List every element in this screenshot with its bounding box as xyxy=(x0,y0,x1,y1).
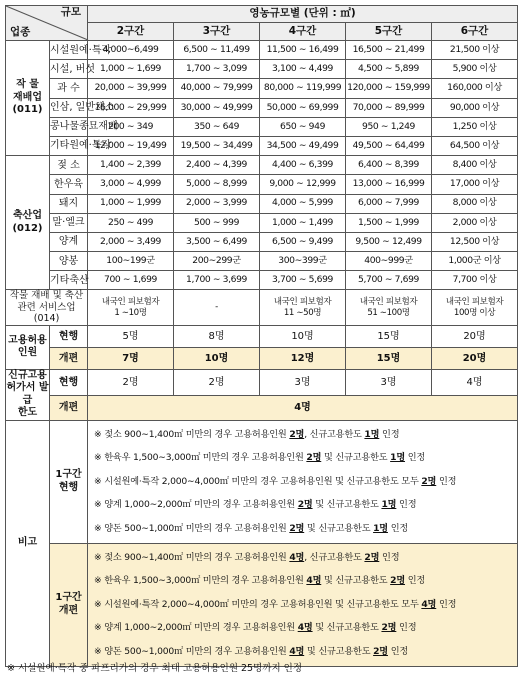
corner-header xyxy=(6,6,88,41)
scale-title: 영농규모별 (단위 : ㎡) xyxy=(88,6,518,23)
remark-value: 2명 xyxy=(306,452,322,464)
remark-text: 인정 xyxy=(436,475,457,487)
remark-line xyxy=(94,517,517,541)
quota-current-value: 10명 xyxy=(260,325,346,347)
remark-text: , 신규고용한도 xyxy=(304,428,365,440)
remarks-revised-label xyxy=(50,543,88,666)
quota-current-value: 15명 xyxy=(346,325,432,347)
remark-text: 및 신규고용한도 xyxy=(312,499,382,511)
crop-range-value: 950 ∼ 1,249 xyxy=(346,117,432,136)
remark-value: 2명 xyxy=(390,575,406,587)
remarks-revised xyxy=(88,543,518,666)
crop-subtype: 시설원예·특작 xyxy=(50,41,88,60)
livestock-range-value: 4,000 ∼ 5,999 xyxy=(260,194,346,213)
quota-label-line: 고용허용 xyxy=(8,334,47,346)
new-limit-label-line: 한도 xyxy=(17,407,38,419)
remark-value: 4명 xyxy=(297,622,313,634)
new-limit-label xyxy=(6,369,50,420)
crop-range-value: 90,000 이상 xyxy=(432,98,518,117)
new-limit-current-label: 현행 xyxy=(50,369,88,396)
livestock-range-value: 3,500 ∼ 6,499 xyxy=(174,232,260,251)
tier-header: 3구간 xyxy=(174,22,260,40)
livestock-range-value: 1,000 ∼ 1,499 xyxy=(260,213,346,232)
livestock-range-value: 8,400 이상 xyxy=(432,156,518,175)
livestock-range-value: 2,000 ∼ 3,499 xyxy=(88,232,174,251)
remark-text: 인정 xyxy=(379,428,400,440)
crop-range-value: 4,500 ∼ 5,899 xyxy=(346,60,432,79)
livestock-industry-label xyxy=(6,156,50,290)
service-range-value-line: 내국인 피보험자 xyxy=(273,297,332,308)
new-limit-revised-label: 개편 xyxy=(50,396,88,420)
crop-range-value: 650 ∼ 949 xyxy=(260,117,346,136)
crop-range-value: 6,500 ∼ 11,499 xyxy=(174,41,260,60)
livestock-range-value: 3,700 ∼ 5,699 xyxy=(260,271,346,290)
crop-range-value: 1,250 이상 xyxy=(432,117,518,136)
crop-subtype: 인삼, 일반채소 xyxy=(50,98,88,117)
livestock-subtype: 양봉 xyxy=(50,252,88,271)
remark-text: 인정 xyxy=(396,622,417,634)
livestock-range-value: 17,000 이상 xyxy=(432,175,518,194)
crop-range-value: 21,500 이상 xyxy=(432,41,518,60)
remark-text: ※ 양돈 500∼1,000㎡ 미만의 경우 고용허용인원 xyxy=(94,522,290,534)
livestock-range-value: 6,400 ∼ 8,399 xyxy=(346,156,432,175)
crop-range-value: 3,100 ∼ 4,499 xyxy=(260,60,346,79)
crop-range-value: 70,000 ∼ 89,999 xyxy=(346,98,432,117)
quota-label xyxy=(6,325,50,369)
service-range-value xyxy=(432,290,518,325)
livestock-range-value: 1,400 ∼ 2,399 xyxy=(88,156,174,175)
crop-range-value: 34,500 ∼ 49,499 xyxy=(260,136,346,155)
remark-line xyxy=(94,593,517,617)
livestock-range-value: 250 ∼ 499 xyxy=(88,213,174,232)
livestock-range-value: 9,500 ∼ 12,499 xyxy=(346,232,432,251)
remark-text: 인정 xyxy=(405,452,426,464)
quota-revised-value: 10명 xyxy=(174,347,260,369)
employment-scale-table xyxy=(5,5,518,667)
remarks-revised-label-line: 1구간 xyxy=(55,592,82,604)
remark-line xyxy=(94,546,517,570)
remark-text: 인정 xyxy=(436,598,457,610)
new-limit-label-line: 허가서 발급 xyxy=(6,382,49,406)
quota-revised-value: 12명 xyxy=(260,347,346,369)
livestock-range-value: 2,400 ∼ 4,399 xyxy=(174,156,260,175)
service-range-value-line: 내국인 피보험자 xyxy=(359,297,418,308)
remark-value: 4명 xyxy=(289,551,305,563)
crop-range-value: 200 ∼ 349 xyxy=(88,117,174,136)
quota-revised-value: 15명 xyxy=(346,347,432,369)
new-limit-label-line: 신규고용 xyxy=(8,369,47,381)
scale-table-container xyxy=(5,5,517,674)
tier-header: 5구간 xyxy=(346,22,432,40)
remark-value: 4명 xyxy=(289,645,305,657)
livestock-range-value: 1,000군 이상 xyxy=(432,252,518,271)
remark-value: 2명 xyxy=(297,499,313,511)
remark-text: ※ 양돈 500∼1,000㎡ 미만의 경우 고용허용인원 xyxy=(94,645,290,657)
crop-industry-label-line: 재배업 xyxy=(13,91,42,103)
crop-range-value: 120,000 ∼ 159,999 xyxy=(346,79,432,98)
remark-line xyxy=(94,493,517,517)
remark-line xyxy=(94,423,517,447)
crop-range-value: 16,500 ∼ 21,499 xyxy=(346,41,432,60)
remark-text: ※ 시설원예·특작 2,000∼4,000㎡ 미만의 경우 고용허용인원 및 신규고용한도 모두 xyxy=(94,598,422,610)
livestock-range-value: 2,000 ∼ 3,999 xyxy=(174,194,260,213)
remark-line xyxy=(94,470,517,494)
service-range-value-line: 내국인 피보험자 xyxy=(101,297,160,308)
remark-line xyxy=(94,446,517,470)
crop-range-value: 64,500 이상 xyxy=(432,136,518,155)
remark-value: 1명 xyxy=(364,428,380,440)
crop-subtype: 시설, 버섯 xyxy=(50,60,88,79)
remark-text: ※ 한육우 1,500∼3,000㎡ 미만의 경우 고용허용인원 xyxy=(94,575,307,587)
tier-header: 6구간 xyxy=(432,22,518,40)
crop-range-value: 80,000 ∼ 119,999 xyxy=(260,79,346,98)
crop-industry-label-line: (011) xyxy=(12,104,43,116)
remarks-label: 비고 xyxy=(6,420,50,666)
service-range-value-line: - xyxy=(215,302,218,313)
service-range-value xyxy=(174,290,260,325)
crop-range-value: 20,000 ∼ 39,999 xyxy=(88,79,174,98)
quota-current-value: 8명 xyxy=(174,325,260,347)
livestock-range-value: 4,400 ∼ 6,399 xyxy=(260,156,346,175)
crop-range-value: 11,500 ∼ 16,499 xyxy=(260,41,346,60)
remarks-current-label-line: 현행 xyxy=(58,481,79,493)
remark-text: 및 신규고용한도 xyxy=(321,575,391,587)
remark-value: 2명 xyxy=(289,428,305,440)
livestock-range-value: 7,700 이상 xyxy=(432,271,518,290)
livestock-range-value: 700 ∼ 1,699 xyxy=(88,271,174,290)
livestock-range-value: 8,000 이상 xyxy=(432,194,518,213)
industry-label: 업종 xyxy=(10,26,31,39)
service-range-value xyxy=(346,290,432,325)
remark-value: 4명 xyxy=(306,575,322,587)
remark-text: 인정 xyxy=(396,499,417,511)
remark-value: 2명 xyxy=(421,475,437,487)
service-industry-label-line: 작물 재배 및 축산 xyxy=(9,290,84,302)
livestock-range-value: 500 ∼ 999 xyxy=(174,213,260,232)
new-limit-current-value: 3명 xyxy=(346,369,432,396)
new-limit-current-value: 3명 xyxy=(260,369,346,396)
remark-value: 4명 xyxy=(421,598,437,610)
livestock-range-value: 6,000 ∼ 7,999 xyxy=(346,194,432,213)
remark-line xyxy=(94,569,517,593)
remark-text: ※ 젖소 900∼1,400㎡ 미만의 경우 고용허용인원 xyxy=(94,428,290,440)
remark-value: 2명 xyxy=(373,645,388,657)
service-range-value xyxy=(88,290,174,325)
remark-text: 인정 xyxy=(379,551,400,563)
livestock-range-value: 9,000 ∼ 12,999 xyxy=(260,175,346,194)
remark-text: ※ 양계 1,000∼2,000㎡ 미만의 경우 고용허용인원 xyxy=(94,622,298,634)
new-limit-current-value: 2명 xyxy=(88,369,174,396)
quota-current-value: 20명 xyxy=(432,325,518,347)
livestock-industry-label-line: (012) xyxy=(12,222,43,234)
livestock-subtype: 젖 소 xyxy=(50,156,88,175)
crop-range-value: 1,000 ∼ 1,699 xyxy=(88,60,174,79)
remarks-revised-label-line: 개편 xyxy=(58,604,79,616)
quota-revised-label: 개편 xyxy=(50,347,88,369)
tier-header: 4구간 xyxy=(260,22,346,40)
livestock-range-value: 5,700 ∼ 7,699 xyxy=(346,271,432,290)
livestock-range-value: 400∼999군 xyxy=(346,252,432,271)
crop-range-value: 4,000∼6,499 xyxy=(88,41,174,60)
quota-revised-value: 20명 xyxy=(432,347,518,369)
new-limit-current-value: 4명 xyxy=(432,369,518,396)
service-range-value-line: 51 ∼100명 xyxy=(367,307,410,318)
remark-text: 및 신규고용한도 xyxy=(304,522,374,534)
remark-value: 1명 xyxy=(381,499,397,511)
livestock-range-value: 6,500 ∼ 9,499 xyxy=(260,232,346,251)
service-industry-label xyxy=(6,290,88,325)
service-industry-label-line: 관련 서비스업 (014) xyxy=(17,301,76,325)
livestock-subtype: 한우육 xyxy=(50,175,88,194)
remark-text: ※ 양계 1,000∼2,000㎡ 미만의 경우 고용허용인원 xyxy=(94,499,298,511)
crop-range-value: 1,700 ∼ 3,099 xyxy=(174,60,260,79)
remark-text: 및 신규고용한도 xyxy=(321,452,391,464)
livestock-range-value: 200∼299군 xyxy=(174,252,260,271)
livestock-subtype: 말·엘크 xyxy=(50,213,88,232)
crop-range-value: 160,000 이상 xyxy=(432,79,518,98)
livestock-range-value: 1,700 ∼ 3,699 xyxy=(174,271,260,290)
livestock-range-value: 1,500 ∼ 1,999 xyxy=(346,213,432,232)
quota-current-value: 5명 xyxy=(88,325,174,347)
livestock-range-value: 1,000 ∼ 1,999 xyxy=(88,194,174,213)
livestock-range-value: 100∼199군 xyxy=(88,252,174,271)
livestock-range-value: 3,000 ∼ 4,999 xyxy=(88,175,174,194)
new-limit-current-value: 2명 xyxy=(174,369,260,396)
crop-range-value: 12,000 ∼ 19,499 xyxy=(88,136,174,155)
remark-value: 2명 xyxy=(289,522,305,534)
footnote: ※ 시설원예·특작 중 파프리카의 경우 최대 고용허용인원 25명까지 인정 xyxy=(7,663,303,674)
new-limit-revised-value: 4명 xyxy=(88,396,518,420)
crop-subtype: 콩나물종묘재배 xyxy=(50,117,88,136)
remarks-current-label xyxy=(50,420,88,543)
remark-text: 및 신규고용한도 xyxy=(304,645,374,657)
livestock-range-value: 300∼399군 xyxy=(260,252,346,271)
livestock-range-value: 5,000 ∼ 8,999 xyxy=(174,175,260,194)
quota-current-label: 현행 xyxy=(50,325,88,347)
livestock-subtype: 돼지 xyxy=(50,194,88,213)
remark-text: 인정 xyxy=(405,575,426,587)
remark-text: 및 신규고용한도 xyxy=(312,622,382,634)
crop-range-value: 350 ∼ 649 xyxy=(174,117,260,136)
service-range-value-line: 100명 이상 xyxy=(453,307,496,318)
crop-range-value: 16,000 ∼ 29,999 xyxy=(88,98,174,117)
remark-text: ※ 한육우 1,500∼3,000㎡ 미만의 경우 고용허용인원 xyxy=(94,452,307,464)
remark-text: 인정 xyxy=(387,522,409,534)
livestock-range-value: 12,500 이상 xyxy=(432,232,518,251)
quota-label-line: 인원 xyxy=(17,347,38,359)
livestock-industry-label-line: 축산업 xyxy=(13,210,42,222)
service-range-value xyxy=(260,290,346,325)
remark-value: 1명 xyxy=(390,452,406,464)
crop-range-value: 49,500 ∼ 64,499 xyxy=(346,136,432,155)
livestock-subtype: 양계 xyxy=(50,232,88,251)
remarks-current xyxy=(88,420,518,543)
service-range-value-line: 11 ∼50명 xyxy=(283,307,322,318)
crop-range-value: 5,900 이상 xyxy=(432,60,518,79)
service-range-value-line: 1 ∼10명 xyxy=(114,307,147,318)
crop-range-value: 19,500 ∼ 34,499 xyxy=(174,136,260,155)
remark-value: 1명 xyxy=(373,522,388,534)
tier-header: 2구간 xyxy=(88,22,174,40)
remark-value: 2명 xyxy=(364,551,380,563)
crop-industry-label-line: 작 물 xyxy=(16,79,39,91)
remark-text: 인정 xyxy=(387,645,409,657)
crop-subtype: 기타원예·특작 xyxy=(50,136,88,155)
crop-range-value: 30,000 ∼ 49,999 xyxy=(174,98,260,117)
livestock-range-value: 2,000 이상 xyxy=(432,213,518,232)
size-label: 규모 xyxy=(60,6,82,18)
crop-industry-label xyxy=(6,41,50,156)
remark-text: , 신규고용한도 xyxy=(304,551,365,563)
livestock-subtype: 기타축산 xyxy=(50,271,88,290)
service-range-value-line: 내국인 피보험자 xyxy=(445,297,504,308)
crop-subtype: 과 수 xyxy=(50,79,88,98)
crop-range-value: 50,000 ∼ 69,999 xyxy=(260,98,346,117)
remark-text: ※ 젖소 900∼1,400㎡ 미만의 경우 고용허용인원 xyxy=(94,551,290,563)
livestock-range-value: 13,000 ∼ 16,999 xyxy=(346,175,432,194)
quota-revised-value: 7명 xyxy=(88,347,174,369)
crop-range-value: 40,000 ∼ 79,999 xyxy=(174,79,260,98)
remark-text: ※ 시설원예·특작 2,000∼4,000㎡ 미만의 경우 고용허용인원 및 신규고용한도 모두 xyxy=(94,475,422,487)
remarks-current-label-line: 1구간 xyxy=(55,469,82,481)
remark-value: 2명 xyxy=(381,622,397,634)
remark-line xyxy=(94,616,517,640)
